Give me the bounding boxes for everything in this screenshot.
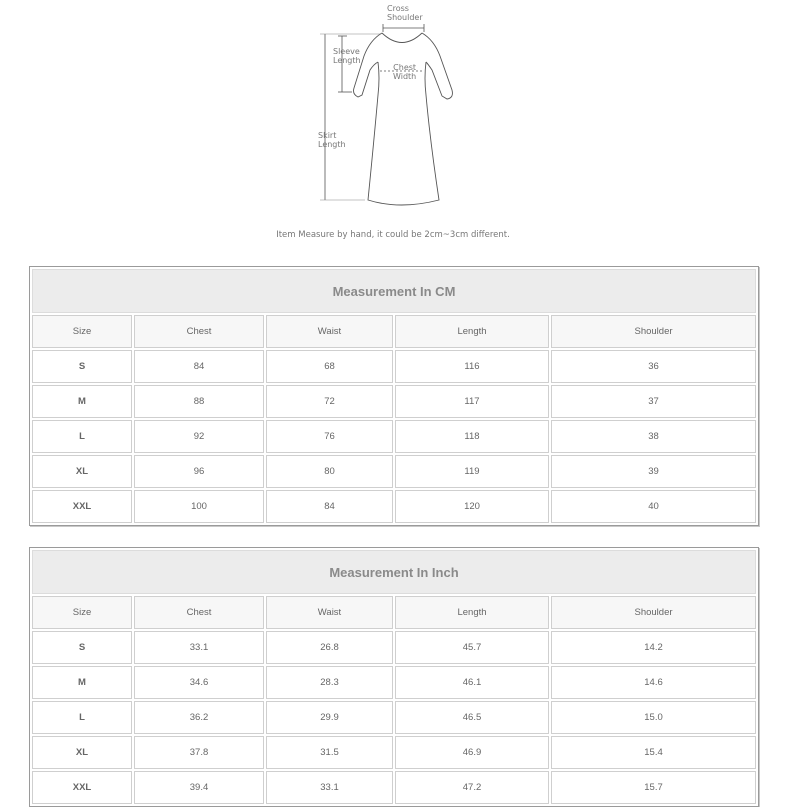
header-waist: Waist [266,596,393,629]
cell-size: S [32,631,132,664]
table-row [32,420,756,453]
cell-length: 47.2 [395,771,549,804]
table-row [32,666,756,699]
table-title: Measurement In CM [32,269,756,313]
label-line: Shoulder [387,13,423,22]
cell-length: 46.5 [395,701,549,734]
cell-waist: 84 [266,490,393,523]
cell-shoulder: 37 [551,385,756,418]
cell-size: L [32,701,132,734]
cell-waist: 33.1 [266,771,393,804]
dress-measurement-diagram [300,0,500,220]
cell-shoulder: 15.4 [551,736,756,769]
measurement-note: Item Measure by hand, it could be 2cm~3cm different. [276,230,510,240]
cross-shoulder-label [387,4,423,22]
header-chest: Chest [134,315,264,348]
cell-chest: 88 [134,385,264,418]
header-shoulder: Shoulder [551,596,756,629]
table-row [32,455,756,488]
label-line: Cross [387,4,409,13]
table-row [32,350,756,383]
table-row [32,631,756,664]
table-title: Measurement In Inch [32,550,756,594]
cell-chest: 84 [134,350,264,383]
cell-shoulder: 15.7 [551,771,756,804]
cell-size: M [32,385,132,418]
table-header-row [32,596,756,629]
skirt-length-label [318,131,346,149]
cell-length: 116 [395,350,549,383]
cell-shoulder: 14.6 [551,666,756,699]
cell-shoulder: 38 [551,420,756,453]
table-header-row [32,315,756,348]
cell-waist: 29.9 [266,701,393,734]
cell-chest: 37.8 [134,736,264,769]
header-size: Size [32,596,132,629]
header-shoulder: Shoulder [551,315,756,348]
table-row [32,701,756,734]
cell-waist: 31.5 [266,736,393,769]
cell-waist: 76 [266,420,393,453]
dress-outline-icon [300,0,500,220]
cell-size: L [32,420,132,453]
cell-length: 117 [395,385,549,418]
cell-shoulder: 15.0 [551,701,756,734]
cell-size: M [32,666,132,699]
table-row [32,490,756,523]
cell-chest: 92 [134,420,264,453]
cell-waist: 68 [266,350,393,383]
cell-chest: 36.2 [134,701,264,734]
cell-shoulder: 36 [551,350,756,383]
header-chest: Chest [134,596,264,629]
cell-shoulder: 14.2 [551,631,756,664]
table-row [32,771,756,804]
label-line: Skirt [318,131,337,140]
cell-length: 46.9 [395,736,549,769]
cell-chest: 34.6 [134,666,264,699]
table-row [32,385,756,418]
label-line: Length [333,56,361,65]
header-waist: Waist [266,315,393,348]
cell-size: S [32,350,132,383]
cell-chest: 100 [134,490,264,523]
size-table-inch [29,547,759,807]
label-line: Length [318,140,346,149]
size-table-cm [29,266,759,526]
cell-size: XL [32,455,132,488]
cell-length: 119 [395,455,549,488]
cell-chest: 96 [134,455,264,488]
cell-waist: 72 [266,385,393,418]
chest-width-label [393,63,416,81]
cell-chest: 39.4 [134,771,264,804]
label-line: Sleeve [333,47,360,56]
cell-size: XL [32,736,132,769]
cell-waist: 26.8 [266,631,393,664]
sleeve-length-label [333,47,361,65]
table-row [32,736,756,769]
header-length: Length [395,596,549,629]
cell-length: 118 [395,420,549,453]
cell-chest: 33.1 [134,631,264,664]
label-line: Chest [393,63,417,72]
label-line: Width [393,72,417,81]
cell-size: XXL [32,771,132,804]
header-length: Length [395,315,549,348]
cell-size: XXL [32,490,132,523]
cell-shoulder: 39 [551,455,756,488]
cell-waist: 28.3 [266,666,393,699]
cell-waist: 80 [266,455,393,488]
cell-shoulder: 40 [551,490,756,523]
header-size: Size [32,315,132,348]
cell-length: 45.7 [395,631,549,664]
cell-length: 120 [395,490,549,523]
cell-length: 46.1 [395,666,549,699]
